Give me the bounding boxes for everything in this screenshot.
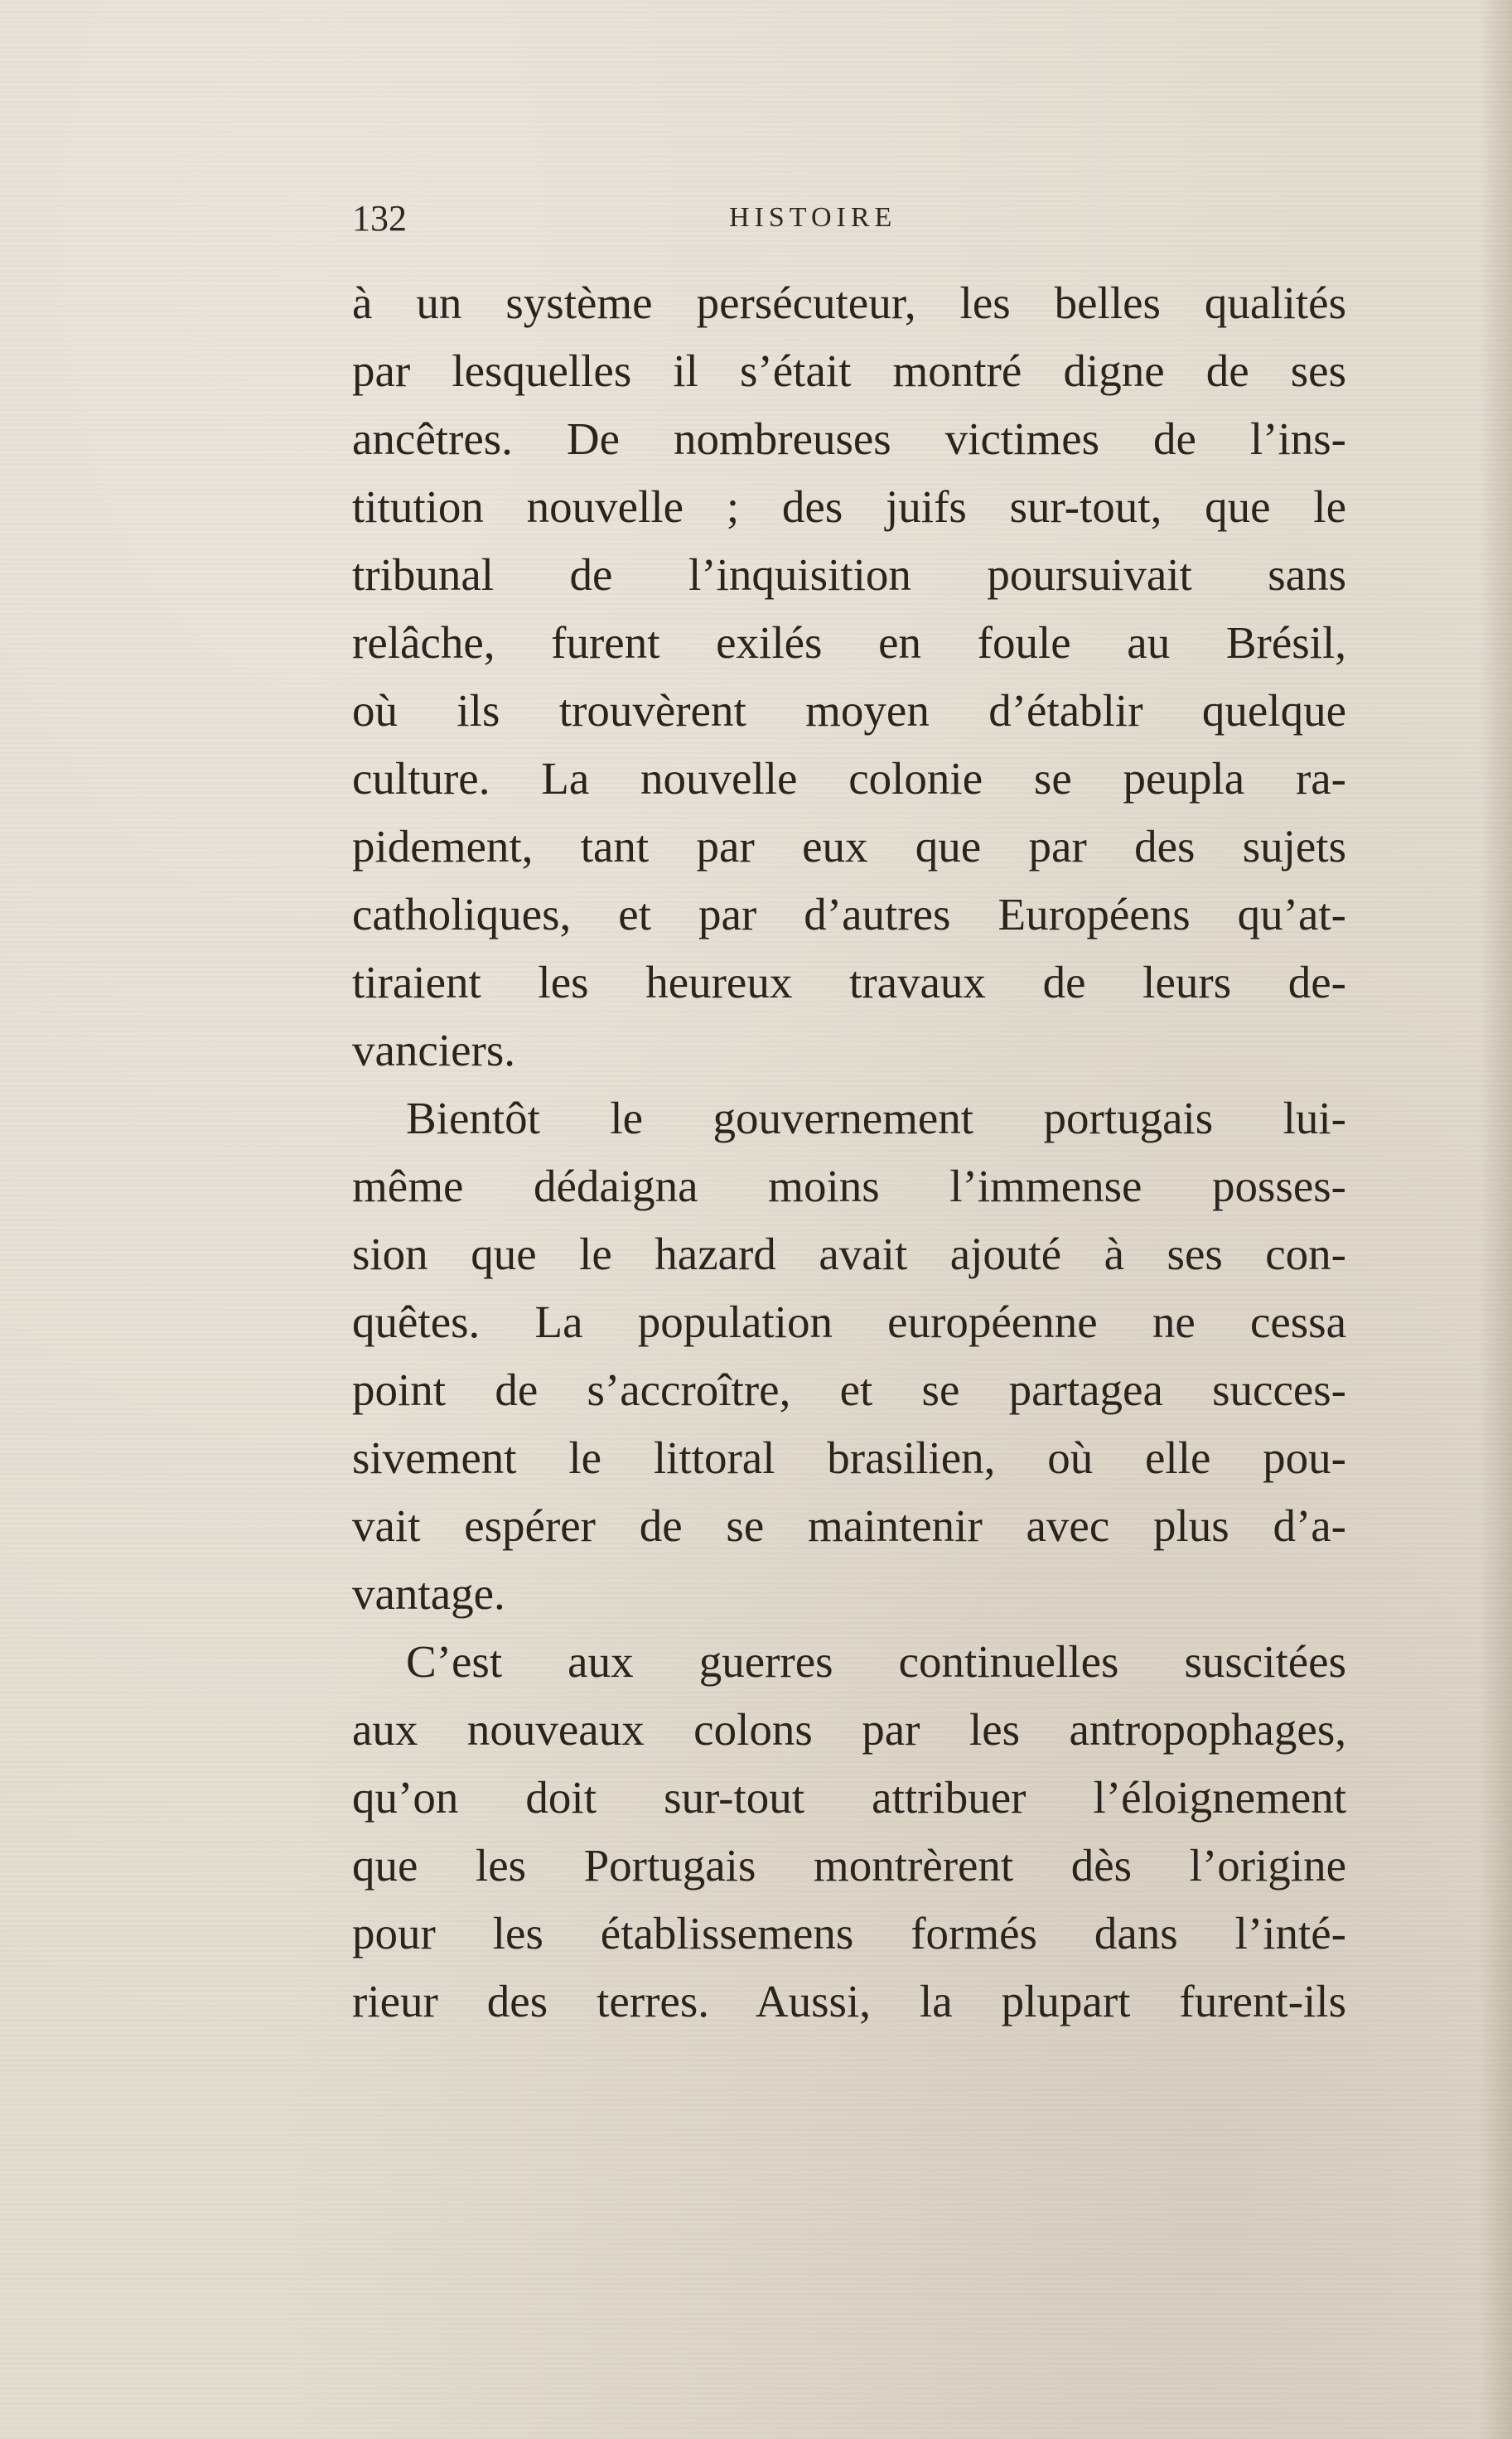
text-line: que les Portugais montrèrent dès l’origine (352, 1840, 1346, 1891)
text-line: sion que le hazard avait ajouté à ses con- (352, 1229, 1346, 1279)
text-line: par lesquelles il s’était montré digne de ses (352, 345, 1346, 396)
text-line: titution nouvelle ; des juifs sur-tout, que le (352, 481, 1346, 532)
text-line: vantage. (352, 1568, 505, 1619)
text-line: aux nouveaux colons par les antropophages, (352, 1704, 1346, 1755)
running-head: HISTOIRE (729, 202, 897, 233)
text-line: qu’on doit sur-tout attribuer l’éloignement (352, 1772, 1346, 1823)
text-line: pidement, tant par eux que par des sujets (352, 821, 1346, 872)
text-line: quêtes. La population européenne ne cessa (352, 1297, 1346, 1347)
text-line: même dédaigna moins l’immense posses- (352, 1161, 1346, 1211)
text-line: vanciers. (352, 1025, 515, 1075)
text-line: ancêtres. De nombreuses victimes de l’ins- (352, 413, 1346, 464)
text-line: pour les établissemens formés dans l’inté- (352, 1908, 1346, 1958)
text-line: sivement le littoral brasilien, où elle pou- (352, 1432, 1346, 1483)
body-text (352, 269, 1346, 2036)
page-header (352, 197, 1346, 247)
text-line: rieur des terres. Aussi, la plupart furent-ils (352, 1976, 1346, 2026)
text-line: point de s’accroître, et se partagea succes- (352, 1364, 1346, 1415)
text-line: relâche, furent exilés en foule au Brésil, (352, 617, 1346, 668)
paragraph-start-line: C’est aux guerres continuelles suscitées (406, 1636, 1346, 1687)
text-line: vait espérer de se maintenir avec plus d’a- (352, 1500, 1346, 1551)
paragraph-start-line: Bientôt le gouvernement portugais lui- (406, 1093, 1346, 1143)
text-line: à un système persécuteur, les belles qualités (352, 278, 1346, 328)
text-line: où ils trouvèrent moyen d’établir quelque (352, 685, 1346, 736)
text-line: tribunal de l’inquisition poursuivait sans (352, 549, 1346, 600)
text-line: tiraient les heureux travaux de leurs de- (352, 957, 1346, 1007)
page-number: 132 (352, 198, 407, 239)
text-line: culture. La nouvelle colonie se peupla ra- (352, 753, 1346, 804)
text-line: catholiques, et par d’autres Européens qu’at- (352, 889, 1346, 939)
